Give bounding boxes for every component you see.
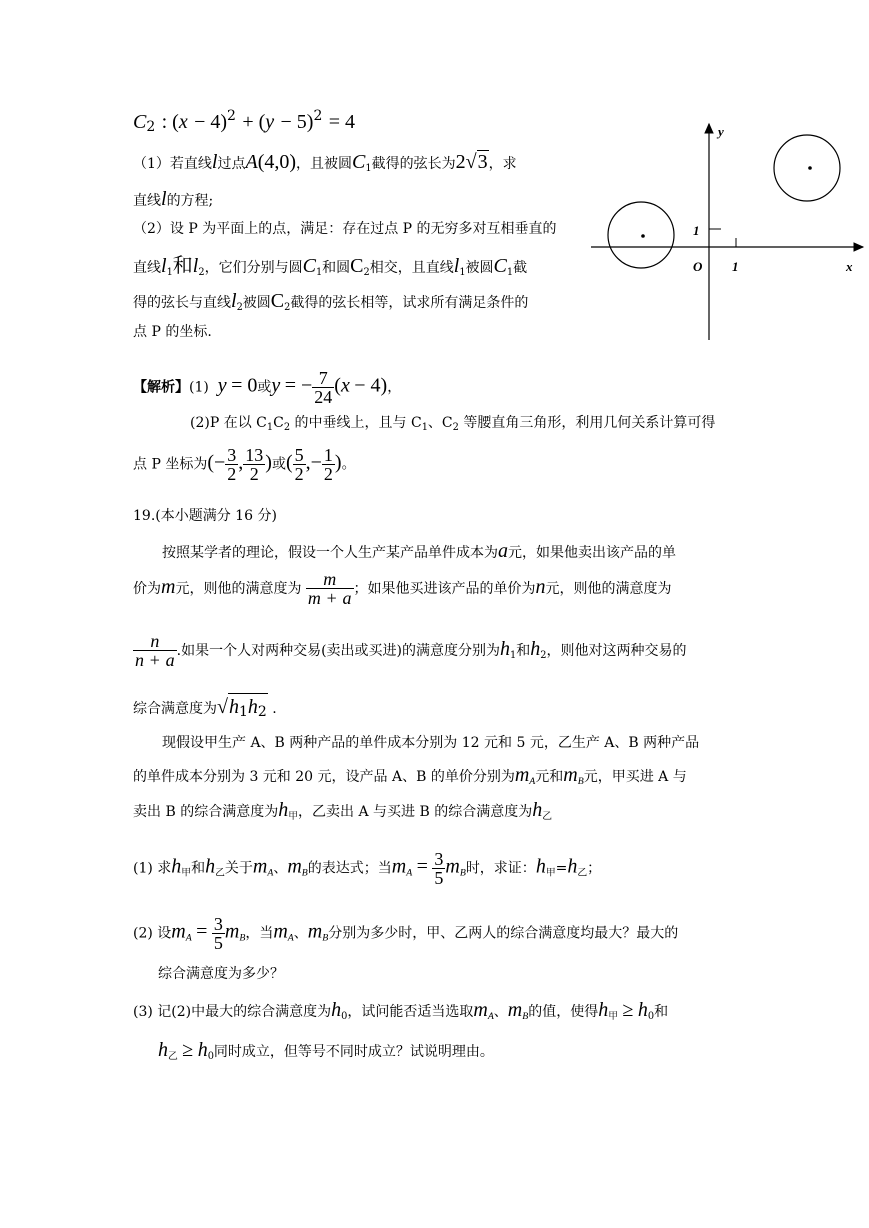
tick-x-label: 1 xyxy=(732,259,739,274)
center-c2 xyxy=(808,166,812,170)
solution-line2: (2)P 在以 $C_1C_2$ 的中垂线上，且与 $C_1$、$C_2$ 等腰直角三角形，利用几何关系计算可得 xyxy=(190,415,716,433)
y-axis-label: y xyxy=(718,124,724,139)
p19-intro-2: 价为m元，则他的满意度为 $\frac{m}{m + a}$ ；如果他买进该产品的单价为n元，则他的满意度为 xyxy=(133,569,672,608)
circle-c2 xyxy=(774,135,840,201)
p19-q2-1: (2) 设$m_A$ = $\frac{3}{5}$ $m_B$，当$m_A$、$m_B$分别为多少时，甲、乙两人的综合满意度均最大？最大的 xyxy=(133,914,679,953)
p19-intro-3: $\frac{n}{n + a}$ .如果一个人对两种交易(卖出或买进)的满意度分别为$h_1$和$h_2$，则他对这两种交易的 xyxy=(135,631,687,670)
center-c1 xyxy=(641,234,645,238)
p19-q1: (1) 求$h_甲$和$h_乙$关于$m_A$、$m_B$的表达式；当$m_A$ = $\frac{3}{5}$ $m_B$时，求证：$h_甲=h_乙$； xyxy=(133,849,602,888)
c2-equation: $C_2$ : $(x - 4)^2 + (y - 5)^2 = 4$ xyxy=(133,108,356,135)
solution-line3: 点 P 坐标为(− $\frac{3}{2}$ , $\frac{13}{2}$ )或( $\frac{5}{2}$ ,− $\frac{1}{2}$ )。 xyxy=(133,445,356,484)
solution-line1: 【解析】(1) y = 0或y = − $\frac{7}{24}$ (x − 4)， xyxy=(133,368,402,407)
p19-setup-1: 现假设甲生产 A、B 两种产品的单件成本分别为 12 元和 5 元，乙生产 A、B 两种产品 xyxy=(162,735,700,751)
coordinate-figure xyxy=(585,118,865,343)
part2-line4: 点 P 的坐标. xyxy=(133,324,212,340)
part2-line1: （2）设 P 为平面上的点，满足：存在过点 P 的无穷多对互相垂直的 xyxy=(133,221,557,237)
p19-header: 19.(本小题满分 16 分) xyxy=(133,508,277,524)
origin-label: O xyxy=(693,259,703,274)
p19-setup-3: 卖出 B 的综合满意度为$h_甲$，乙卖出 A 与买进 B 的综合满意度为$h_乙$ xyxy=(133,799,552,822)
p19-intro-4: 综合满意度为$√h_1h_2$ . xyxy=(133,696,277,719)
part1-line1: （1）若直线l过点A(4,0)，且被圆$C_1$截得的弦长为2√3，求 xyxy=(133,151,517,174)
p19-q3-2: $h_乙 \ge h_0$同时成立，但等号不同时成立？试说明理由。 xyxy=(158,1039,494,1062)
x-axis-label: x xyxy=(846,259,853,274)
p19-q2-2: 综合满意度为多少？ xyxy=(158,966,284,982)
p19-q3-1: (3) 记(2)中最大的综合满意度为$h_0$，试问能否适当选取$m_A$、$m_B$的值，使得$h_甲 \ge h_0$和 xyxy=(133,999,669,1022)
p19-intro-1: 按照某学者的理论，假设一个人生产某产品单件成本为a元，如果他卖出该产品的单 xyxy=(162,540,676,562)
part2-line2: 直线$l_1$和$l_2$，它们分别与圆$C_1$和圆$C_2$相交，且直线$l_1$被圆$C_1$截 xyxy=(133,253,528,278)
circle-c1 xyxy=(608,202,674,268)
tick-y-label: 1 xyxy=(693,223,700,238)
part2-line3: 得的弦长与直线$l_2$被圆$C_2$截得的弦长相等，试求所有满足条件的 xyxy=(133,290,529,313)
p19-setup-2: 的单件成本分别为 3 元和 20 元，设产品 A、B 的单价分别为$m_A$元和$m_B$元，甲买进 A 与 xyxy=(133,764,687,787)
part1-line2: 直线l的方程; xyxy=(133,188,214,210)
